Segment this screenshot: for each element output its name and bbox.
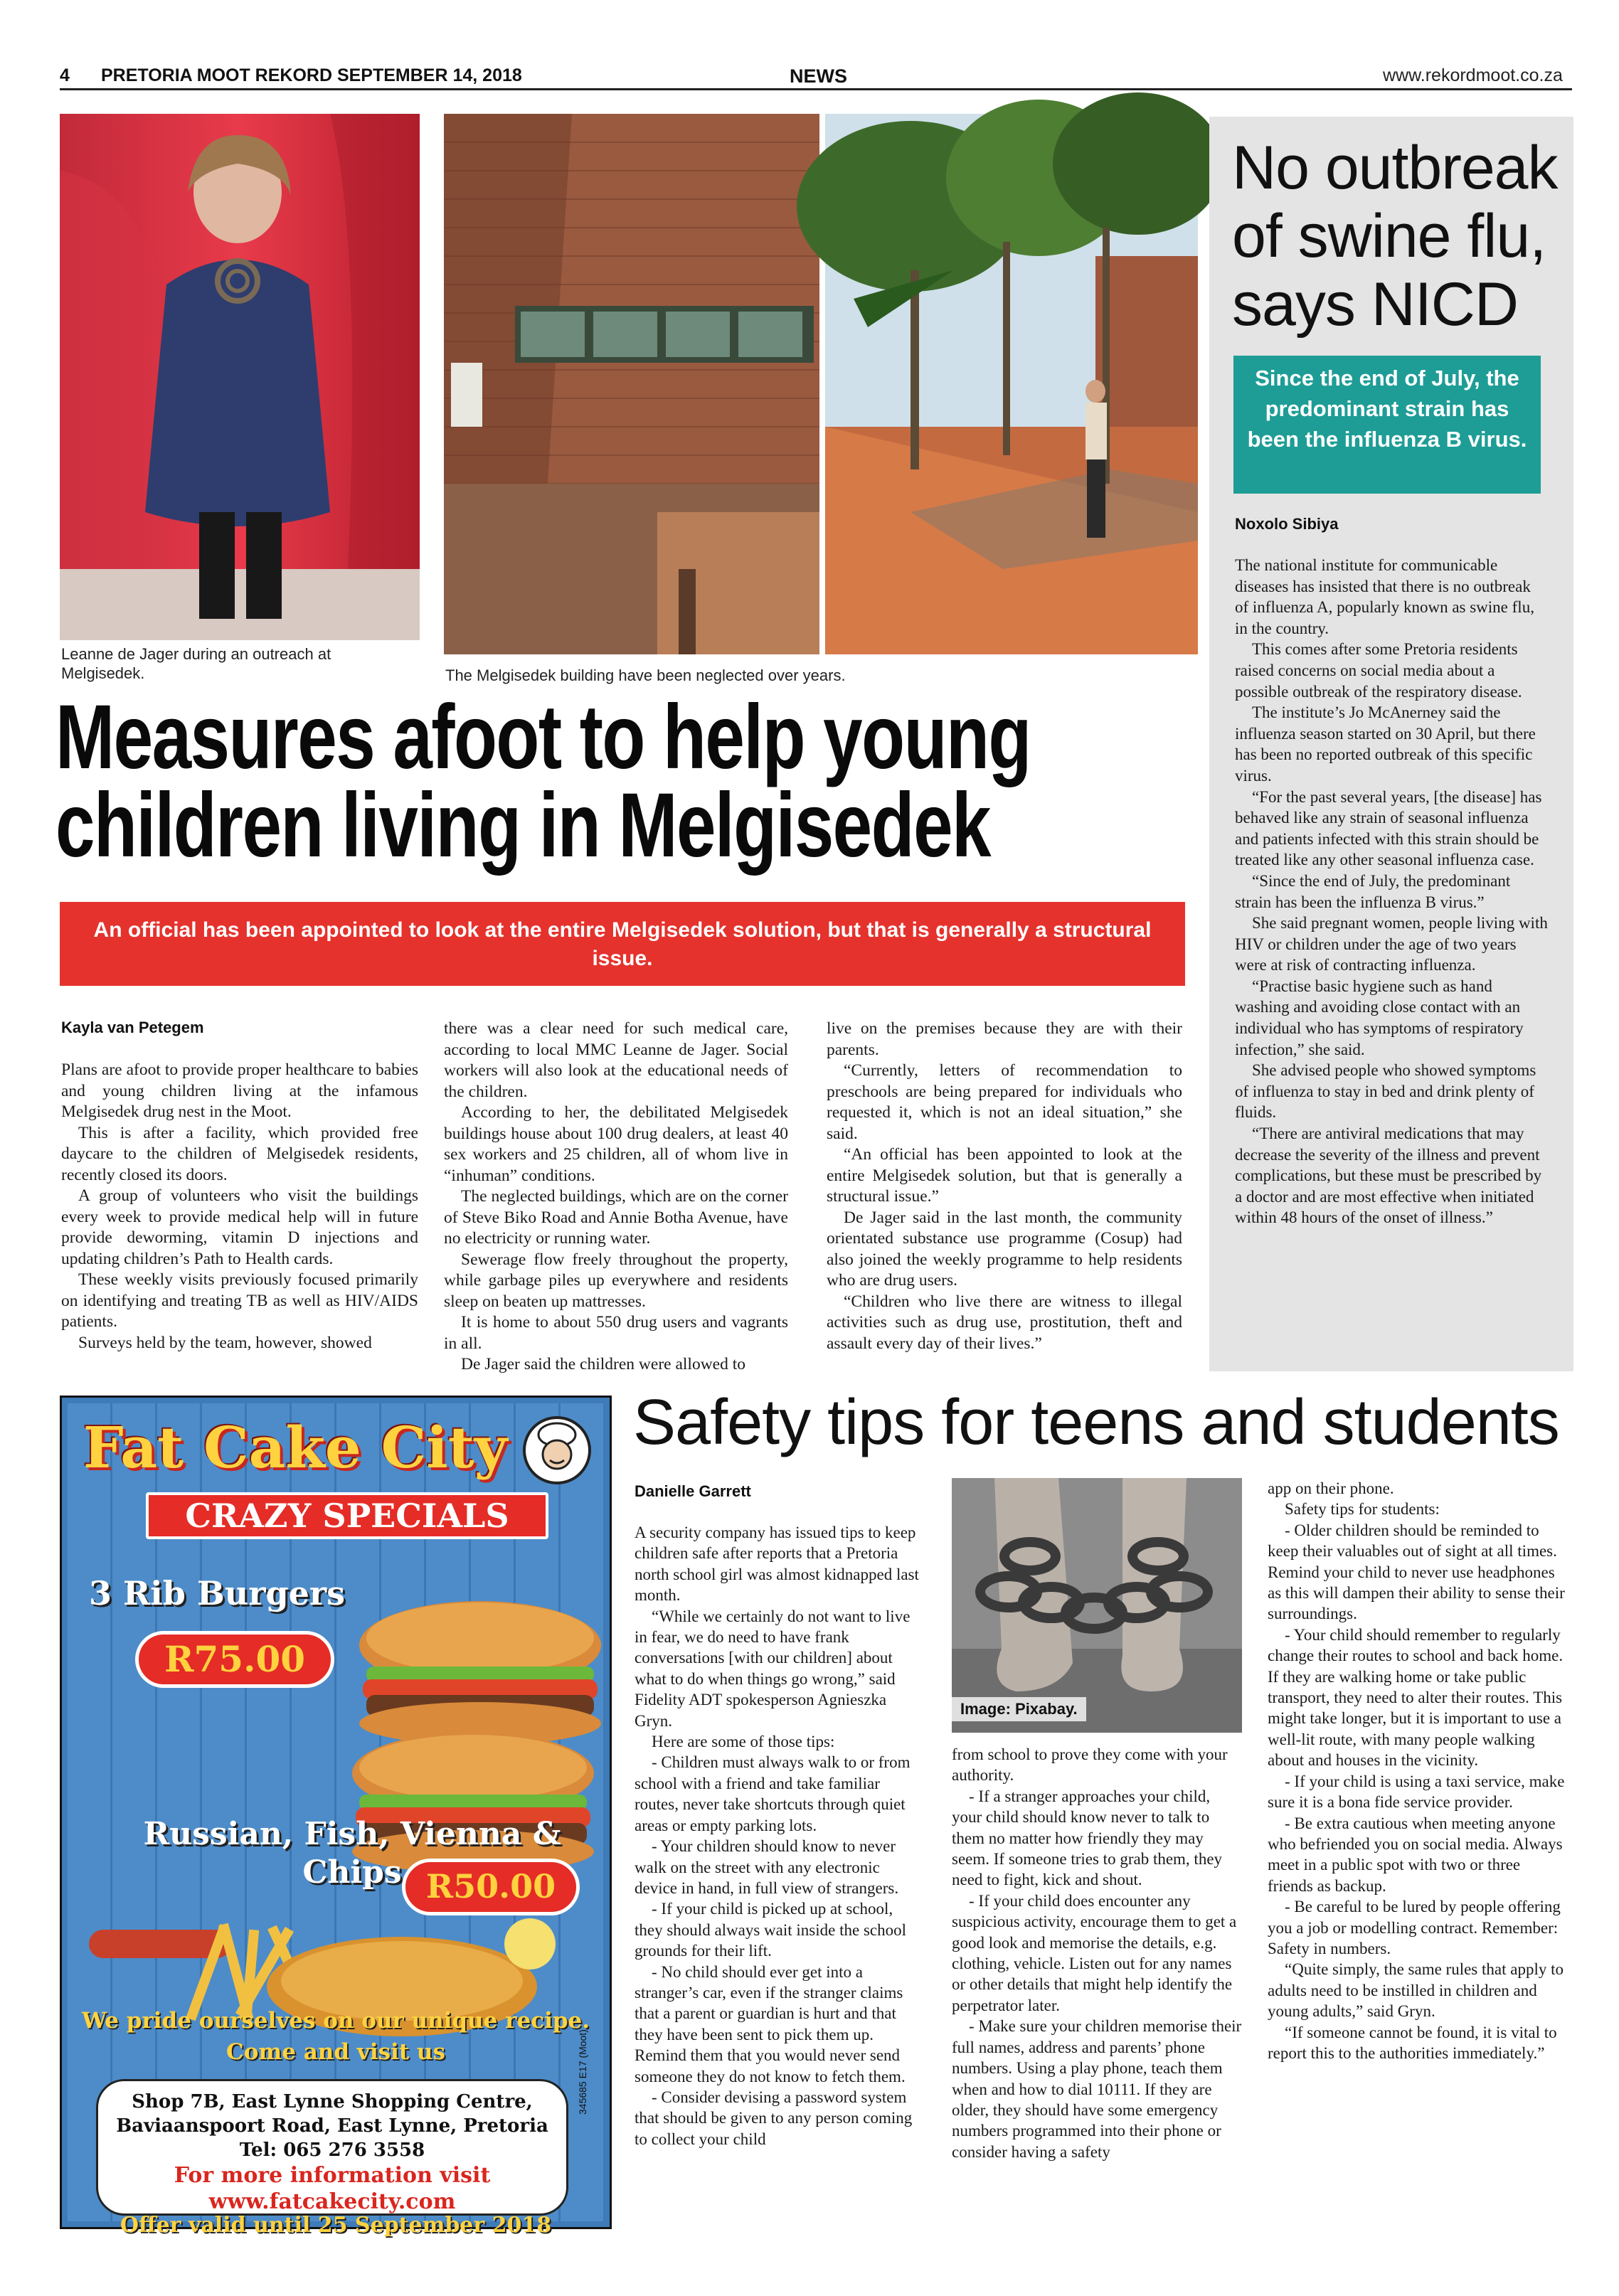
- paragraph: - If your child is picked up at school, they should always wait inside the school grounds for their lift.: [635, 1900, 906, 1960]
- photo-caption-2: The Melgisedek building have been neglected over years.: [445, 666, 846, 684]
- sidebar-headline: No outbreak of swine flu, says NICD: [1232, 134, 1558, 339]
- paragraph: from school to prove they come with your authority.: [952, 1745, 1228, 1785]
- advert-item-burgers: 3 Rib Burgers: [89, 1574, 346, 1612]
- paragraph: She said pregnant women, people living with HIV or children under the age of two years were at risk of contracting influenza.: [1235, 914, 1548, 974]
- paragraph: She advised people who showed symptoms of influenza to stay in bed and drink plenty of fluids.: [1235, 1061, 1536, 1122]
- website-link[interactable]: www.rekordmoot.co.za: [1383, 65, 1563, 85]
- paragraph: “An official has been appointed to look at the entire Melgisedek solution, but that is generally a structural issue.”: [827, 1145, 1182, 1206]
- paragraph: A security company has issued tips to keep children safe after reports that a Pretoria north school girl was almost kidnapped last month.: [635, 1524, 919, 1605]
- advert-address-line2: Baviaanspoort Road, East Lynne, Pretoria: [116, 2115, 548, 2137]
- fat-cake-city-advert[interactable]: [60, 1396, 612, 2238]
- advert-pride-line: We pride ourselves on our unique recipe.: [81, 2008, 590, 2034]
- sidebar-standfirst: Since the end of July, the predominant strain has been the influenza B virus.: [1233, 356, 1541, 494]
- photo-chained-feet: [952, 1478, 1242, 1733]
- header-rule: [60, 88, 1572, 90]
- advert-side-code: 345685 E17 (Moot): [577, 2029, 588, 2115]
- paragraph: “Since the end of July, the predominant strain has been the influenza B virus.”: [1235, 871, 1511, 911]
- sidebar-byline: Noxolo Sibiya: [1235, 515, 1339, 533]
- advert-address-line1: Shop 7B, East Lynne Shopping Centre,: [132, 2091, 533, 2112]
- paragraph: live on the premises because they are with their parents.: [827, 1019, 1182, 1059]
- advert-telephone: Tel: 065 276 3558: [239, 2140, 425, 2161]
- safety-column-1: [635, 1522, 925, 2149]
- paragraph: - Consider devising a password system that should be given to any person coming to collect your child: [635, 2088, 913, 2148]
- paragraph: - No child should ever get into a stranger’s car, even if the stranger claims that a parent or guardian is hurt and that they have been sent to pick them up. Remind them that you would never send someone they do not know to fetch them.: [635, 1962, 906, 2085]
- paragraph: app on their phone.: [1268, 1479, 1394, 1497]
- paragraph: The neglected buildings, which are on the corner of Steve Biko Road and Annie Botha Avenue, have no electricity or running water.: [444, 1187, 788, 1248]
- paragraph: - Make sure your children memorise their full names, address and parents’ phone numbers. Using a play phone, teach them when and how to dial 10111. If they are older, they should have some emergency numbers programmed into their phone or consider having a safety: [952, 2017, 1242, 2161]
- safety-column-3: [1268, 1478, 1569, 2063]
- paragraph: - Older children should be reminded to keep their valuables out of sight at all times. Remind your child to never use headphones as this will dampen their ability to sense their surroundings.: [1268, 1521, 1565, 1623]
- paragraph: A group of volunteers who visit the buildings every week to provide medical help will in future provide deworming, vitamin D injections and updating children’s Path to Health cards.: [61, 1186, 418, 1268]
- advert-item-russian-line2: Chips: [302, 1854, 402, 1891]
- page-number: 4: [60, 65, 70, 85]
- paragraph: there was a clear need for such medical care, according to local MMC Leanne de Jager. Social workers will also look at the educational needs of the children.: [444, 1019, 788, 1101]
- advert-brand: Fat Cake City: [83, 1414, 508, 1481]
- image-credit: Image: Pixabay.: [952, 1697, 1086, 1721]
- safety-byline: Danielle Garrett: [635, 1482, 751, 1500]
- main-headline: [55, 686, 1031, 876]
- paragraph: - If your child does encounter any suspicious activity, encourage them to get a good look and memorise the details, e.g. clothing, vehicle. Listen out for any names or other details that might help identify the perpetrator later.: [952, 1891, 1237, 2014]
- advert-price-burgers: R75.00: [135, 1631, 334, 1688]
- paragraph: Safety tips for students:: [1285, 1500, 1440, 1519]
- photo-melgisedek-building: [444, 114, 819, 654]
- section-label: NEWS: [790, 65, 847, 87]
- advert-address-box: [96, 2079, 568, 2216]
- paragraph: The institute’s Jo McAnerney said the influenza season started on 30 April, but there has been no reported outbreak of this specific virus.: [1235, 703, 1536, 785]
- paragraph: Plans are afoot to provide proper healthcare to babies and young children living at the infamous Melgisedek drug nest in the Moot.: [61, 1061, 418, 1121]
- paragraph: “There are antiviral medications that may decrease the severity of the illness and prevent complications, but these must be prescribed by a doctor and are most effective when initiated within 48 hours of the onset of illness.”: [1235, 1125, 1542, 1227]
- paragraph: These weekly visits previously focused primarily on identifying and treating TB as well as HIV/AIDS patients.: [61, 1270, 418, 1331]
- main-headline-line2: children living in Melgisedek: [55, 775, 991, 876]
- paragraph: “For the past several years, [the disease] has behaved like any strain of seasonal influenza and patients infected with this strain should be treated like any other seasonal influenza case.: [1235, 787, 1542, 869]
- advert-crazy-specials: CRAZY SPECIALS: [146, 1492, 548, 1539]
- advert-website[interactable]: www.fatcakecity.com: [208, 2189, 456, 2214]
- paragraph: “While we certainly do not want to live in fear, we do need to have frank conversations [with our children] about what to do when things go wrong,” said Fidelity ADT spokesperson Agnieszka Gryn.: [635, 1607, 911, 1730]
- main-standfirst: An official has been appointed to look at the entire Melgisedek solution, but that is generally a structural issue.: [60, 902, 1185, 986]
- paragraph: This comes after some Pretoria residents raised concerns on social media about a possible outbreak of the respiratory disease.: [1235, 640, 1522, 701]
- paragraph: “Currently, letters of recommendation to preschools are being prepared for individuals who requested it, which is not an ideal situation,” she said.: [827, 1061, 1182, 1143]
- main-byline: Kayla van Petegem: [61, 1019, 204, 1036]
- paragraph: - Children must always walk to or from school with a friend and take familiar routes, never take shortcuts through quiet areas or empty parking lots.: [635, 1753, 911, 1834]
- photo-caption-1: Leanne de Jager during an outreach at Melgisedek.: [61, 645, 331, 682]
- paragraph: - Your child should remember to regularly change their routes to school and back home. If they are walking home or take public transport, they need to alter their routes. This might take longer, but it is important to use a well-lit route, with many people walking about and houses in the vicinity.: [1268, 1625, 1564, 1770]
- main-column-2: [444, 1019, 788, 1376]
- paragraph: “If someone cannot be found, it is vital to report this to the authorities immediately.”: [1268, 2023, 1557, 2062]
- chef-logo-icon: [523, 1416, 591, 1484]
- advert-more-info: For more information visit: [174, 2163, 491, 2188]
- advert-background: [68, 1403, 604, 2238]
- main-column-1: [61, 1060, 418, 1354]
- paragraph: De Jager said the children were allowed to: [461, 1355, 745, 1373]
- paragraph: Surveys held by the team, however, showed: [78, 1333, 372, 1352]
- paragraph: - If a stranger approaches your child, your child should know never to talk to them no matter how friendly they may seem. If someone tries to grab them, they need to fight, kick and shout.: [952, 1787, 1223, 1889]
- paragraph: “Practise basic hygiene such as hand washing and avoiding close contact with an individual who has symptoms of respiratory infection,” she said.: [1235, 977, 1524, 1058]
- paragraph: It is home to about 550 drug users and vagrants in all.: [444, 1313, 788, 1353]
- advert-item-russian-line1: Russian, Fish, Vienna &: [143, 1816, 561, 1852]
- main-headline-line1: Measures afoot to help young: [55, 686, 1031, 788]
- paragraph: - Be careful to be lured by people offering you a job or modelling contract. Remember: Safety in numbers.: [1268, 1898, 1561, 1957]
- paragraph: The national institute for communicable diseases has insisted that there is no outbreak of influenza A, popularly known as swine flu, in the country.: [1235, 556, 1534, 637]
- paragraph: De Jager said in the last month, the community orientated substance use programme (Cosup) had also joined the weekly programme to help residents who are drug users.: [827, 1208, 1182, 1290]
- paragraph: “Quite simply, the same rules that apply to adults need to be instilled in children and young adults,” said Gryn.: [1268, 1960, 1564, 2021]
- paragraph: “Children who live there are witness to illegal activities such as drug use, prostitution, theft and assault every day of their lives.”: [827, 1292, 1182, 1353]
- photo-melgisedek-grounds: [825, 114, 1198, 654]
- safety-column-2: [952, 1744, 1243, 2162]
- sidebar-body: [1235, 555, 1548, 1228]
- paragraph: - Be extra cautious when meeting anyone who befriended you on social media. Always meet in a public spot with two or three friends as backup.: [1268, 1814, 1563, 1895]
- paragraph: Here are some of those tips:: [652, 1733, 835, 1751]
- publication-date-line: PRETORIA MOOT REKORD SEPTEMBER 14, 2018: [101, 65, 522, 85]
- advert-visit-line: Come and visit us: [226, 2039, 445, 2065]
- advert-price-russian: R50.00: [402, 1859, 580, 1915]
- paragraph: Sewerage flow freely throughout the property, while garbage piles up everywhere and residents sleep on beaten up mattresses.: [444, 1250, 788, 1311]
- paragraph: This is after a facility, which provided free daycare to the children of Melgisedek residents, recently closed its doors.: [61, 1123, 418, 1184]
- paragraph: According to her, the debilitated Melgisedek buildings house about 100 drug dealers, at least 40 sex workers and 25 children, all of whom live in “inhuman” conditions.: [444, 1103, 788, 1185]
- advert-offer-validity: Offer valid until 25 September 2018: [120, 2213, 552, 2238]
- paragraph: - Your children should know to never walk on the street with any electronic device in hand, in full view of strangers.: [635, 1837, 899, 1897]
- safety-headline: Safety tips for teens and students: [633, 1387, 1559, 1458]
- photo-leanne-de-jager: [60, 114, 420, 640]
- paragraph: - If your child is using a taxi service, make sure it is a bona fide service provider.: [1268, 1772, 1565, 1812]
- main-column-3: [827, 1019, 1182, 1354]
